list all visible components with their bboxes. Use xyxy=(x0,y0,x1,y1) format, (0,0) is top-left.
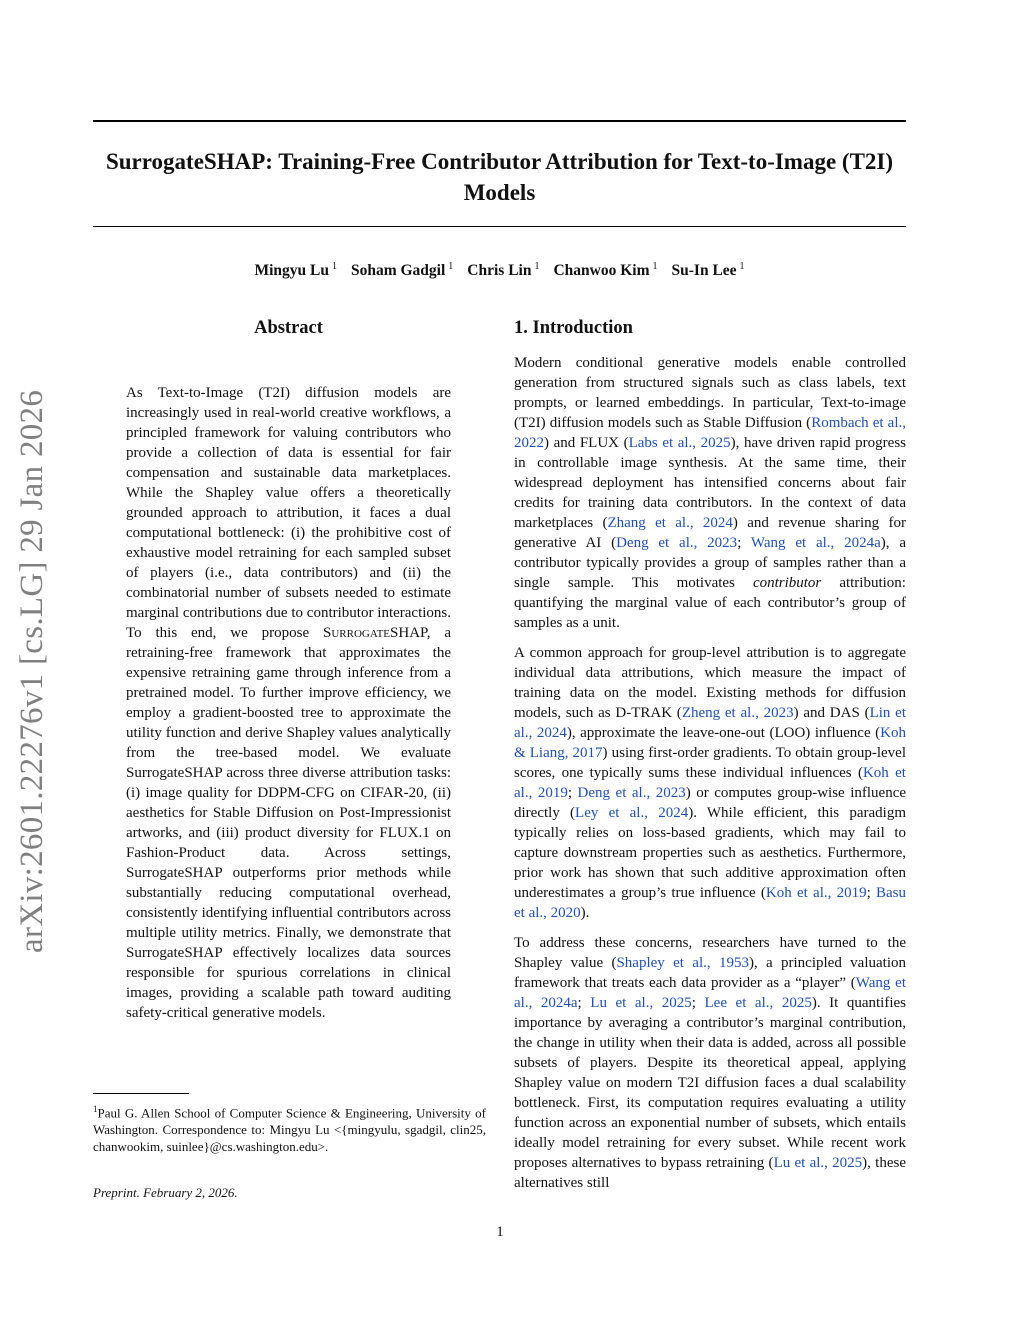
abstract-body xyxy=(126,383,451,1023)
intro-text: Modern conditional generative models enable controlled generation from structured signals such as class labels, text prompts, or learned embeddings. In particular, Text-to-image (T2I) diffusion models such as Stable Diffusion ( xyxy=(514,355,906,431)
intro-text: ). While efficient, this paradigm typically relies on loss-based gradients, which may fail to capture downstream properties such as aesthetics. Furthermore, prior work has shown that such additive approximation often underestimates a group’s true influence ( xyxy=(514,805,906,901)
intro-text: ; xyxy=(691,995,705,1011)
intro-text: ; xyxy=(577,995,591,1011)
author-name: Su-In Lee xyxy=(671,262,737,280)
author-list xyxy=(93,261,906,280)
author-affiliation-mark: 1 xyxy=(448,261,454,272)
top-rule xyxy=(93,120,906,122)
intro-text: To address these concerns, researchers have turned to the Shapley value ( xyxy=(514,935,906,971)
citation-link[interactable]: Ley et al., 2024 xyxy=(575,805,689,821)
intro-text: ), approximate the leave-one-out (LOO) influence ( xyxy=(566,725,881,741)
intro-text: ), have driven rapid progress in controllable image synthesis. At the same time, their widespread deployment has intensified concerns about fair credits for training data contributors. In the context of data marketplaces ( xyxy=(514,435,906,531)
citation-link[interactable]: Koh & Liang, 2017 xyxy=(514,725,906,761)
intro-text: ) and FLUX ( xyxy=(544,435,629,451)
citation-link[interactable]: Wang et al., 2024a xyxy=(750,535,881,551)
author-name: Mingyu Lu xyxy=(254,262,329,280)
intro-para-1 xyxy=(514,353,906,633)
abstract-heading: Abstract xyxy=(254,318,323,338)
citation-link[interactable]: Lee et al., 2025 xyxy=(704,995,812,1011)
intro-text: attribution: quantifying the marginal value of each contributor’s group of samples as a unit. xyxy=(514,575,906,631)
title-bottom-rule xyxy=(93,226,906,227)
citation-link[interactable]: Deng et al., 2023 xyxy=(577,785,686,801)
intro-heading: 1. Introduction xyxy=(514,318,633,338)
author-4 xyxy=(553,262,657,279)
intro-para-3 xyxy=(514,933,906,1193)
footnote-rule xyxy=(93,1093,189,1094)
intro-text: ) and DAS ( xyxy=(793,705,870,721)
author-1 xyxy=(254,262,337,279)
author-affiliation-mark: 1 xyxy=(739,261,745,272)
affiliation-footnote xyxy=(93,1101,486,1155)
intro-text: ), these alternatives still xyxy=(514,1155,906,1191)
footnote-text: Paul G. Allen School of Computer Science & Engineering, University of Washington. Correspondence to: Mingyu Lu <{mingyulu, sgadgil, clin25, chanwookim, suinlee}@cs.washington.edu>. xyxy=(93,1105,486,1155)
citation-link[interactable]: Lu et al., 2025 xyxy=(590,995,692,1011)
abstract-text-1: As Text-to-Image (T2I) diffusion models are increasingly used in real-world creative workflows, a principled framework for valuing contributors who provide a collection of data is essential for fair compensation and sustainable data marketplaces. While the Shapley value offers a theoretically grounded approach to attribution, it faces a dual computational bottleneck: (i) the prohibitive cost of exhaustive model retraining for each sampled subset of players (i.e., data contributors) and (ii) the combinatorial number of subsets needed to estimate marginal contributions due to contributor interactions. To this end, we propose xyxy=(126,385,451,641)
citation-link[interactable]: Deng et al., 2023 xyxy=(616,535,738,551)
citation-link[interactable]: Zheng et al., 2023 xyxy=(681,705,794,721)
citation-link[interactable]: Basu et al., 2020 xyxy=(514,885,907,921)
citation-link[interactable]: Koh et al., 2019 xyxy=(514,765,906,801)
author-5 xyxy=(672,262,745,279)
author-3 xyxy=(467,262,539,279)
citation-link[interactable]: Zhang et al., 2024 xyxy=(607,515,733,531)
intro-text: ) and revenue sharing for generative AI ( xyxy=(514,515,906,551)
citation-link[interactable]: Lin et al., 2024 xyxy=(514,705,906,741)
citation-link[interactable]: Wang et al., 2024a xyxy=(514,975,906,1011)
intro-text: ), a principled valuation framework that treats each data provider as a “player” ( xyxy=(514,955,906,991)
preprint-note: Preprint. February 2, 2026. xyxy=(93,1185,238,1200)
intro-text: ) using first-order gradients. To obtain group-level scores, one typically sums these individual influences ( xyxy=(514,745,906,781)
paper-title xyxy=(93,146,906,208)
intro-text: ; xyxy=(737,535,751,551)
title-line-2: Models xyxy=(463,180,536,205)
arxiv-stamp: arXiv:2601.22276v1 [cs.LG] 29 Jan 2026 xyxy=(14,389,50,953)
citation-link[interactable]: Koh et al., 2019 xyxy=(765,885,867,901)
author-name: Chris Lin xyxy=(467,262,532,280)
abstract-text-2: SHAP, a retraining-free framework that approximates the expensive retraining game through inference from a pretrained model. To further improve efficiency, we employ a gradient-boosted tree to approximate the utility function and derive Shapley values analytically from the tree-based model. We evaluate SurrogateSHAP across three diverse attribution tasks: (i) image quality for DDPM-CFG on CIFAR-20, (ii) aesthetics for Stable Diffusion on Post-Impressionist artworks, and (iii) product diversity for FLUX.1 on Fashion-Product data. Across settings, SurrogateSHAP outperforms prior methods while substantially reducing computational overhead, consistently identifying influential contributors across multiple utility metrics. Finally, we demonstrate that SurrogateSHAP effectively localizes data sources responsible for spurious correlations in clinical images, providing a scalable path toward auditing safety-critical generative models. xyxy=(126,625,451,1021)
citation-link[interactable]: Labs et al., 2025 xyxy=(628,435,731,451)
citation-link[interactable]: Rombach et al., 2022 xyxy=(514,415,906,451)
citation-link[interactable]: Shapley et al., 1953 xyxy=(616,955,749,971)
citation-link[interactable]: Lu et al., 2025 xyxy=(773,1155,863,1171)
page-number: 1 xyxy=(496,1224,504,1240)
intro-text: A common approach for group-level attribution is to aggregate individual data attributions, which measure the impact of training data on the model. Existing methods for diffusion models, such as D-TRAK ( xyxy=(514,645,906,721)
intro-text: ; xyxy=(866,885,877,901)
intro-text: ). xyxy=(580,905,590,921)
title-line-1: SurrogateSHAP: Training-Free Contributor Attribution for Text-to-Image (T2I) xyxy=(105,149,894,174)
intro-text: ) or computes group-wise influence directly ( xyxy=(514,785,907,821)
author-2 xyxy=(351,262,453,279)
author-name: Chanwoo Kim xyxy=(553,262,650,280)
author-affiliation-mark: 1 xyxy=(331,261,337,272)
abstract-smallcaps: Surrogate xyxy=(323,625,391,641)
intro-text: ). It quantifies importance by averaging a contributor’s marginal contribution, the change in utility when their data is added, across all possible subsets of players. Despite its theoretical appeal, applying Shapley value on modern T2I diffusion faces a dual scalability bottleneck. First, its computation requires evaluating a utility function across an exponential number of subsets, which entails ideally model retraining for every subset. While recent work proposes alternatives to bypass retraining ( xyxy=(514,995,907,1171)
intro-text: contributor xyxy=(752,575,822,591)
intro-text: ; xyxy=(567,785,578,801)
author-affiliation-mark: 1 xyxy=(652,261,658,272)
intro-para-2 xyxy=(514,643,906,923)
author-affiliation-mark: 1 xyxy=(534,261,540,272)
footnote-mark: 1 xyxy=(93,1104,98,1114)
author-name: Soham Gadgil xyxy=(350,262,446,280)
intro-text: ), a contributor typically provides a group of samples rather than a single sample. This motivates xyxy=(514,535,906,591)
